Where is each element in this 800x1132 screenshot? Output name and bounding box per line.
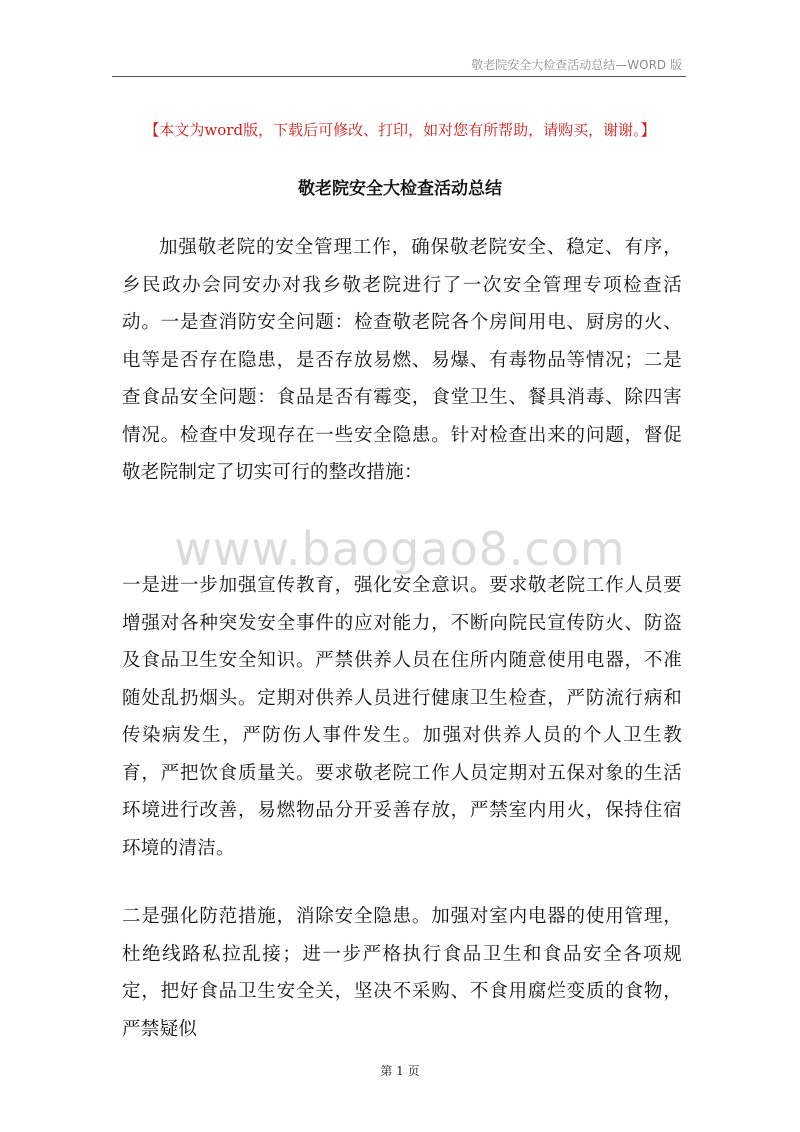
paragraph-intro: 加强敬老院的安全管理工作，确保敬老院安全、稳定、有序，乡民政办会同安办对我乡敬老院进行了一次安全管理专项检查活动。一是查消防安全问题：检查敬老院各个房间用电、厨房的火、电等是否存在隐患，是否存放易燃、易爆、有毒物品等情况；二是查食品安全问题：食品是否有霉变，食堂卫生、餐具消毒、除四害情况。检查中发现存在一些安全隐患。针对检查出来的问题，督促敬老院制定了切实可行的整改措施： [122, 237, 682, 483]
purchase-notice: 【本文为word版，下载后可修改、打印，如对您有所帮助，请购买，谢谢。】 [144, 121, 656, 139]
watermark: www.baogao8.com [174, 522, 626, 576]
document-title: 敬老院安全大检查活动总结 [298, 179, 502, 199]
header-rule [112, 76, 686, 77]
paragraph-measure-1: 一是进一步加强宣传教育，强化安全意识。要求敬老院工作人员要增强对各种突发安全事件的应对能力，不断向院民宣传防火、防盗及食品卫生安全知识。严禁供养人员在住所内随意使用电器，不准随处乱扔烟头。定期对供养人员进行健康卫生检查，严防流行病和传染病发生，严防伤人事件发生。加强对供养人员的个人卫生教育，严把饮食质量关。要求敬老院工作人员定期对五保对象的生活环境进行改善，易燃物品分开妥善存放，严禁室内用火，保持住宿环境的清洁。 [122, 575, 682, 859]
running-header: 敬老院安全大检查活动总结—WORD 版 [471, 58, 682, 72]
paragraph-measure-2: 二是强化防范措施，消除安全隐患。加强对室内电器的使用管理，杜绝线路私拉乱接；进一步严格执行食品卫生和食品安全各项规定，把好食品卫生安全关，坚决不采购、不食用腐烂变质的食物，严禁疑似 [122, 906, 682, 1040]
page-number: 第 1 页 [380, 1064, 420, 1078]
